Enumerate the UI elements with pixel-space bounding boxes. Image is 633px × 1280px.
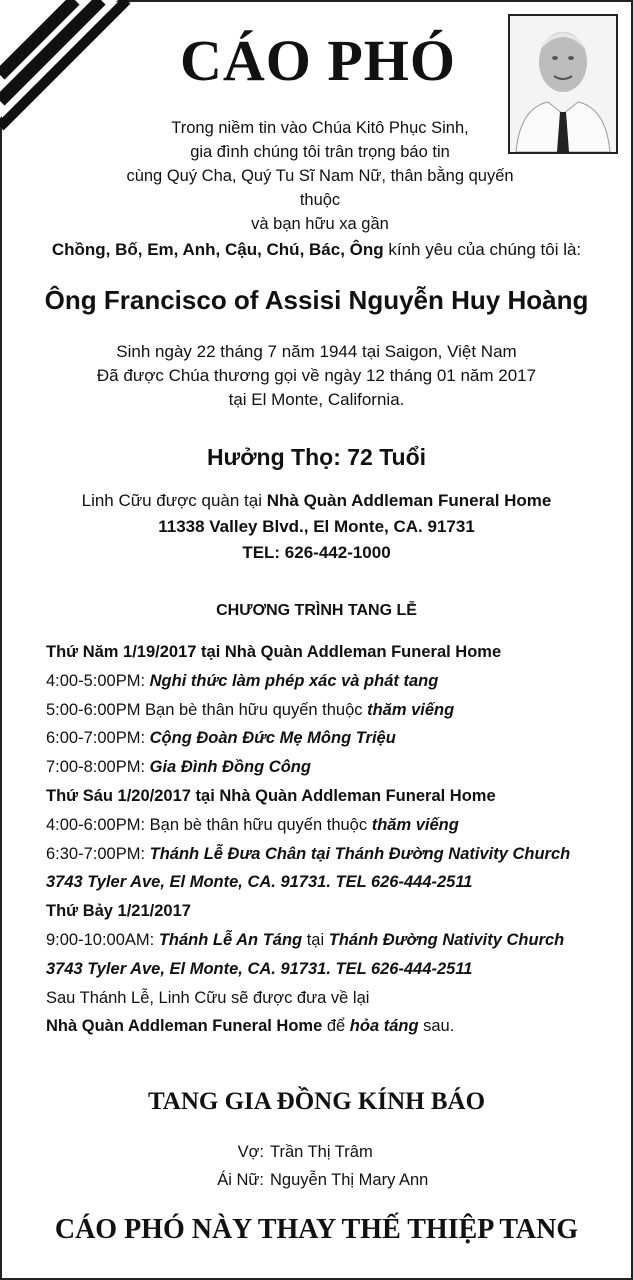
footer-note: CÁO PHÓ NÀY THAY THẾ THIỆP TANG [54,1214,579,1245]
schedule-note: Nhà Quàn Addleman Funeral Home để hỏa táng sau. [46,1017,455,1036]
birth-line: Sinh ngày 22 tháng 7 năm 1944 tại Saigon, Việt Nam [116,342,517,361]
member-role: Vợ: [237,1143,264,1161]
intro-line: cùng Quý Cha, Quý Tu Sĩ Nam Nữ, thân bằng quyến thuộc [126,167,514,209]
church-address: 3743 Tyler Ave, El Monte, CA. 91731. TEL 626-444-2511 [46,873,473,892]
funeral-home-name: Nhà Quàn Addleman Funeral Home [266,491,552,510]
funeral-home-address: 11338 Valley Blvd., El Monte, CA. 91731 [158,517,475,536]
funeral-home-prefix: Linh Cữu được quàn tại [81,491,267,510]
schedule-entry: 5:00-6:00PM Bạn bè thân hữu quyến thuộc thăm viếng [46,700,455,719]
family-members [200,1138,428,1194]
schedule-entry: 7:00-8:00PM: Gia Đình Đồng Công [46,758,311,777]
intro-line: và bạn hữu xa gần [251,215,389,233]
schedule-entry: 4:00-6:00PM: Bạn bè thân hữu quyến thuộc thăm viếng [46,815,459,834]
notice-title: CÁO PHÓ [179,28,457,93]
member-name: Trần Thị Trâm [270,1143,373,1161]
day-header: Thứ Sáu 1/20/2017 tại Nhà Quàn Addleman Funeral Home [46,786,496,805]
age-line: Hưởng Thọ: 72 Tuổi [206,444,427,470]
death-place-line: tại El Monte, California. [228,390,405,409]
relations-line [0,238,633,262]
relations-suffix: kính yêu của chúng tôi là: [383,240,582,259]
member-role: Ái Nữ: [217,1171,264,1189]
day-header: Thứ Năm 1/19/2017 tại Nhà Quàn Addleman Funeral Home [46,643,502,661]
funeral-home-info [0,488,633,566]
day-header: Thứ Bảy 1/21/2017 [46,902,191,921]
schedule-entry: 9:00-10:00AM: Thánh Lễ An Táng tại Thánh Đường Nativity Church [46,930,565,949]
member-name: Nguyễn Thị Mary Ann [270,1171,429,1189]
schedule-entry: 6:00-7:00PM: Cộng Đoàn Đức Mẹ Mông Triệu [46,729,396,748]
relations-titles: Chồng, Bố, Em, Anh, Cậu, Chú, Bác, Ông [51,240,384,259]
family-announcement: TANG GIA ĐỒNG KÍNH BÁO [147,1088,486,1115]
intro-text [110,116,530,236]
funeral-schedule [46,638,616,1041]
schedule-entry: 4:00-5:00PM: Nghi thức làm phép xác và phát tang [46,671,439,690]
funeral-home-phone: TEL: 626-442-1000 [242,543,391,562]
deceased-name: Ông Francisco of Assisi Nguyễn Huy Hoàng [44,285,589,315]
family-member [200,1138,428,1166]
death-line: Đã được Chúa thương gọi về ngày 12 tháng 01 năm 2017 [96,366,537,385]
schedule-title: CHƯƠNG TRÌNH TANG LỄ [216,602,417,619]
family-member [200,1166,428,1194]
church-address: 3743 Tyler Ave, El Monte, CA. 91731. TEL 626-444-2511 [46,959,473,978]
intro-line: gia đình chúng tôi trân trọng báo tin [190,143,450,161]
intro-line: Trong niềm tin vào Chúa Kitô Phục Sinh, [171,119,469,137]
birth-death-info [0,340,633,412]
schedule-note: Sau Thánh Lễ, Linh Cữu sẽ được đưa về lại [46,988,370,1007]
schedule-entry: 6:30-7:00PM: Thánh Lễ Đưa Chân tại Thánh Đường Nativity Church [46,844,571,863]
